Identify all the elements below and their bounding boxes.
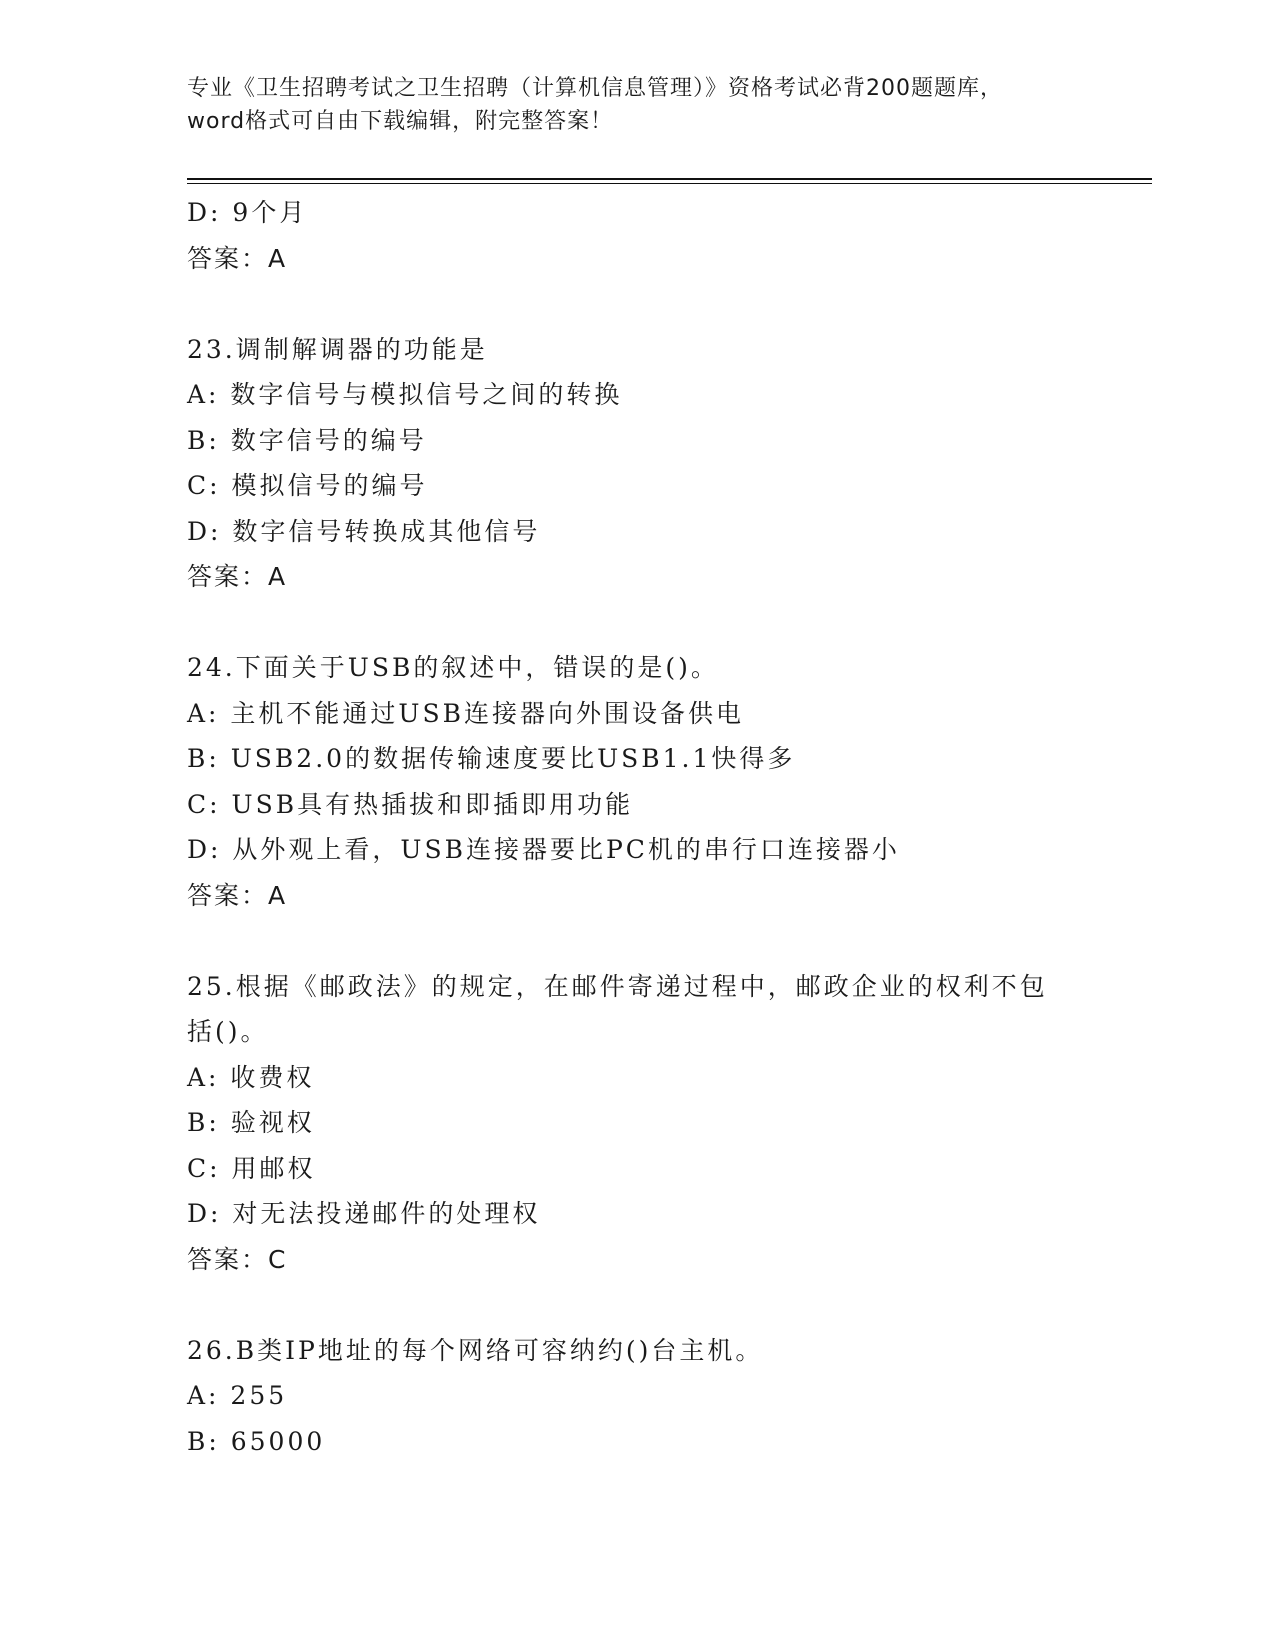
question-24-option-a: A: 主机不能通过USB连接器向外围设备供电 xyxy=(187,698,744,728)
question-23-stem: 23.调制解调器的功能是 xyxy=(187,334,488,364)
question-25-stem-line-2: 括()。 xyxy=(187,1017,269,1046)
question-24-answer: 答案：A xyxy=(187,880,288,910)
question-24-stem: 24.下面关于USB的叙述中，错误的是()。 xyxy=(187,653,719,682)
question-25-option-b: B: 验视权 xyxy=(187,1108,315,1137)
question-23-answer: 答案：A xyxy=(187,562,288,591)
question-24-option-b: B: USB2.0的数据传输速度要比USB1.1快得多 xyxy=(187,744,796,773)
question-25-answer: 答案：C xyxy=(187,1244,288,1274)
header-title-line-2: word格式可自由下载编辑，附完整答案！ xyxy=(187,109,614,134)
prev-question-option-d: D: 9个月 xyxy=(187,198,308,227)
spacer xyxy=(187,281,1087,327)
question-23-option-b: B: 数字信号的编号 xyxy=(187,425,427,455)
question-23-option-d: D: 数字信号转换成其他信号 xyxy=(187,516,541,546)
question-23-option-a: A: 数字信号与模拟信号之间的转换 xyxy=(187,380,623,409)
question-26-option-b: B: 65000 xyxy=(187,1426,326,1456)
question-25-stem-line-1: 25.根据《邮政法》的规定，在邮件寄递过程中，邮政企业的权利不包 xyxy=(187,971,1048,1001)
question-25-option-a: A: 收费权 xyxy=(187,1062,315,1092)
spacer xyxy=(187,600,1087,646)
question-26-option-a: A: 255 xyxy=(187,1381,288,1410)
document-header xyxy=(187,72,1087,138)
spacer xyxy=(187,918,1087,964)
question-26-stem: 26.B类IP地址的每个网络可容纳约()台主机。 xyxy=(187,1335,764,1365)
header-divider-thin xyxy=(187,183,1152,184)
header-divider-thick xyxy=(187,178,1152,180)
question-24-option-d: D: 从外观上看，USB连接器要比PC机的串行口连接器小 xyxy=(187,835,900,864)
question-25-option-d: D: 对无法投递邮件的处理权 xyxy=(187,1199,541,1228)
question-list xyxy=(187,190,1087,1464)
question-23-option-c: C: 模拟信号的编号 xyxy=(187,471,428,500)
spacer xyxy=(187,1282,1087,1328)
prev-question-answer: 答案：A xyxy=(187,243,288,273)
question-24-option-c: C: USB具有热插拔和即插即用功能 xyxy=(187,789,634,819)
question-25-option-c: C: 用邮权 xyxy=(187,1153,316,1183)
header-title-line-1: 专业《卫生招聘考试之卫生招聘（计算机信息管理）》资格考试必背200题题库， xyxy=(187,76,1003,101)
